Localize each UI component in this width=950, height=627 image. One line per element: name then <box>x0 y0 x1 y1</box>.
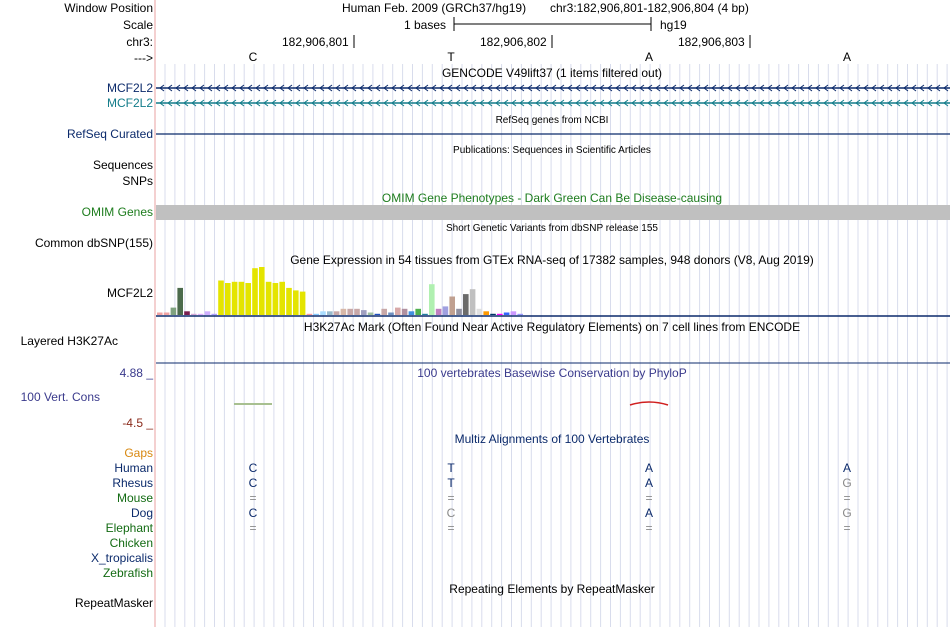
species-label-human[interactable]: Human <box>114 461 153 475</box>
gtex-tissue-bar[interactable] <box>184 311 190 315</box>
gtex-tissue-bar[interactable] <box>293 290 299 315</box>
gtex-tissue-bar[interactable] <box>381 309 387 315</box>
base-letter: A <box>842 50 852 64</box>
align-base: G <box>842 476 852 490</box>
h3k27ac-track-label[interactable]: Layered H3K27Ac <box>20 334 118 348</box>
scale-label: Scale <box>122 18 153 32</box>
align-base: C <box>248 476 258 490</box>
gtex-tissue-bar[interactable] <box>449 297 455 316</box>
gtex-tissue-bar[interactable] <box>354 309 360 315</box>
species-label-chicken[interactable]: Chicken <box>109 536 153 550</box>
base-letter: C <box>248 50 258 64</box>
phylop-max-label: 4.88 _ <box>119 366 153 380</box>
dbsnp-track-title[interactable]: Short Genetic Variants from dbSNP release 155 <box>446 223 658 234</box>
gtex-tissue-bar[interactable] <box>463 294 469 315</box>
gtex-tissue-bar[interactable] <box>327 311 333 315</box>
gtex-tissue-bar[interactable] <box>402 309 408 315</box>
gtex-tissue-bar[interactable] <box>164 313 170 316</box>
tick-label: 182,906,803 <box>678 35 745 49</box>
species-label-mouse[interactable]: Mouse <box>116 491 153 505</box>
omim-track-label[interactable]: OMIM Genes <box>81 205 153 219</box>
gtex-tissue-bar[interactable] <box>429 284 435 315</box>
gtex-tissue-bar[interactable] <box>198 314 204 315</box>
gtex-tissue-bar[interactable] <box>334 311 340 315</box>
gtex-tissue-bar[interactable] <box>490 314 496 315</box>
refseq-track-title[interactable]: RefSeq genes from NCBI <box>495 115 609 126</box>
base-letter: A <box>644 50 654 64</box>
base-letter: T <box>447 50 455 64</box>
gencode-track-title[interactable]: GENCODE V49lift37 (1 items filtered out) <box>441 66 663 80</box>
gtex-tissue-bar[interactable] <box>409 311 415 315</box>
gtex-tissue-bar[interactable] <box>497 314 503 315</box>
gtex-tissue-bar[interactable] <box>259 267 265 315</box>
gtex-tissue-bar[interactable] <box>307 314 313 315</box>
gtex-tissue-bar[interactable] <box>483 311 489 315</box>
align-base: = <box>645 491 653 505</box>
phylop-track-label[interactable]: 100 Vert. Cons <box>20 390 100 404</box>
gtex-tissue-bar[interactable] <box>225 283 231 315</box>
publications-label-sequences[interactable]: Sequences <box>92 158 153 172</box>
gtex-tissue-bar[interactable] <box>388 313 394 316</box>
align-base: = <box>447 491 455 505</box>
gtex-tissue-bar[interactable] <box>266 282 272 315</box>
gtex-tissue-bar[interactable] <box>470 289 476 315</box>
align-base: = <box>645 521 653 535</box>
gtex-tissue-bar[interactable] <box>436 309 442 315</box>
gtex-tissue-bar[interactable] <box>177 288 183 315</box>
scale-db: hg19 <box>660 18 687 32</box>
align-base: T <box>447 461 455 475</box>
gtex-tissue-bar[interactable] <box>157 313 163 316</box>
gtex-tissue-bar[interactable] <box>422 314 428 315</box>
gtex-tissue-bar[interactable] <box>361 310 367 315</box>
align-base: A <box>644 476 654 490</box>
gaps-label[interactable]: Gaps <box>124 446 153 460</box>
phylop-min-label: -4.5 _ <box>122 416 153 430</box>
gtex-track-title[interactable]: Gene Expression in 54 tissues from GTEx RNA-seq of 17382 samples, 948 donors (V8, Aug 2019) <box>290 253 814 267</box>
gtex-tissue-bar[interactable] <box>205 311 211 315</box>
align-base: C <box>446 506 456 520</box>
assembly-name: Human Feb. 2009 (GRCh37/hg19) <box>342 1 527 15</box>
gtex-tissue-bar[interactable] <box>375 314 381 315</box>
gtex-tissue-bar[interactable] <box>415 309 421 315</box>
strand-label: ---> <box>134 51 153 65</box>
gtex-tissue-bar[interactable] <box>273 283 279 315</box>
species-label-zebrafish[interactable]: Zebrafish <box>102 566 153 580</box>
species-label-rhesus[interactable]: Rhesus <box>112 476 153 490</box>
gtex-tissue-bar[interactable] <box>477 309 483 315</box>
align-base: = <box>447 521 455 535</box>
gencode-gene-2[interactable] <box>156 100 950 106</box>
gtex-tissue-bar[interactable] <box>252 268 258 315</box>
gtex-tissue-bar[interactable] <box>171 308 177 315</box>
gtex-tissue-bar[interactable] <box>232 282 238 315</box>
species-label-dog[interactable]: Dog <box>130 506 153 520</box>
align-base: C <box>248 506 258 520</box>
gtex-tissue-bar[interactable] <box>218 281 224 316</box>
gtex-tissue-bar[interactable] <box>347 309 353 315</box>
align-base: G <box>842 506 852 520</box>
gtex-tissue-bar[interactable] <box>443 306 449 315</box>
gtex-tissue-bar[interactable] <box>504 313 510 316</box>
gtex-bar-chart[interactable] <box>157 267 523 315</box>
align-base: = <box>843 491 851 505</box>
align-base: A <box>842 461 852 475</box>
gtex-tissue-bar[interactable] <box>300 292 306 315</box>
gtex-tissue-bar[interactable] <box>279 282 285 315</box>
repeatmasker-track-title[interactable]: Repeating Elements by RepeatMasker <box>449 582 655 596</box>
phylop-track-title[interactable]: 100 vertebrates Basewise Conservation by PhyloP <box>417 366 687 380</box>
gtex-tissue-bar[interactable] <box>211 314 217 315</box>
position-text: chr3:182,906,801-182,906,804 (4 bp) <box>550 1 749 15</box>
gtex-tissue-bar[interactable] <box>239 282 245 315</box>
phylop-mark-negative <box>630 402 668 405</box>
align-base: C <box>248 461 258 475</box>
omim-track-title[interactable]: OMIM Gene Phenotypes - Dark Green Can Be Disease-causing <box>381 191 723 205</box>
align-base: A <box>644 506 654 520</box>
gtex-tissue-bar[interactable] <box>517 314 523 315</box>
h3k27ac-track-title[interactable]: H3K27Ac Mark (Often Found Near Active Regulatory Elements) on 7 cell lines from ENCODE <box>303 320 801 334</box>
align-base: = <box>249 491 257 505</box>
multiz-track-title[interactable]: Multiz Alignments of 100 Vertebrates <box>454 432 650 446</box>
align-base: = <box>249 521 257 535</box>
tick-label: 182,906,802 <box>480 35 547 49</box>
scale-bar <box>454 17 651 31</box>
tick-label: 182,906,801 <box>282 35 349 49</box>
align-base: A <box>644 461 654 475</box>
gtex-tissue-bar[interactable] <box>456 309 462 315</box>
refseq-track-label[interactable]: RefSeq Curated <box>66 127 153 141</box>
gtex-tissue-bar[interactable] <box>313 314 319 315</box>
gtex-track-label[interactable]: MCF2L2 <box>106 286 153 300</box>
species-label-x-tropicalis[interactable]: X_tropicalis <box>90 551 153 565</box>
gencode-gene-label[interactable]: MCF2L2 <box>106 81 153 95</box>
dbsnp-track-label[interactable]: Common dbSNP(155) <box>34 236 153 250</box>
gtex-tissue-bar[interactable] <box>368 313 374 316</box>
gtex-tissue-bar[interactable] <box>286 288 292 315</box>
align-base: = <box>843 521 851 535</box>
align-base: T <box>447 476 455 490</box>
species-label-elephant[interactable]: Elephant <box>105 521 153 535</box>
publications-track-title[interactable]: Publications: Sequences in Scientific Articles <box>453 145 651 156</box>
gtex-tissue-bar[interactable] <box>245 283 251 315</box>
gtex-tissue-bar[interactable] <box>191 314 197 315</box>
gtex-tissue-bar[interactable] <box>395 308 401 315</box>
gtex-tissue-bar[interactable] <box>320 311 326 315</box>
chrom-label: chr3: <box>126 35 153 49</box>
scale-bases: 1 bases <box>404 18 447 32</box>
gtex-tissue-bar[interactable] <box>511 311 517 315</box>
window-position-label: Window Position <box>64 1 153 15</box>
gtex-tissue-bar[interactable] <box>341 309 347 315</box>
publications-label-snps[interactable]: SNPs <box>122 174 153 188</box>
repeatmasker-track-label[interactable]: RepeatMasker <box>74 596 153 610</box>
gencode-gene-1[interactable] <box>156 85 950 91</box>
gencode-gene-label[interactable]: MCF2L2 <box>106 96 153 110</box>
omim-gene-bar[interactable] <box>156 205 950 220</box>
